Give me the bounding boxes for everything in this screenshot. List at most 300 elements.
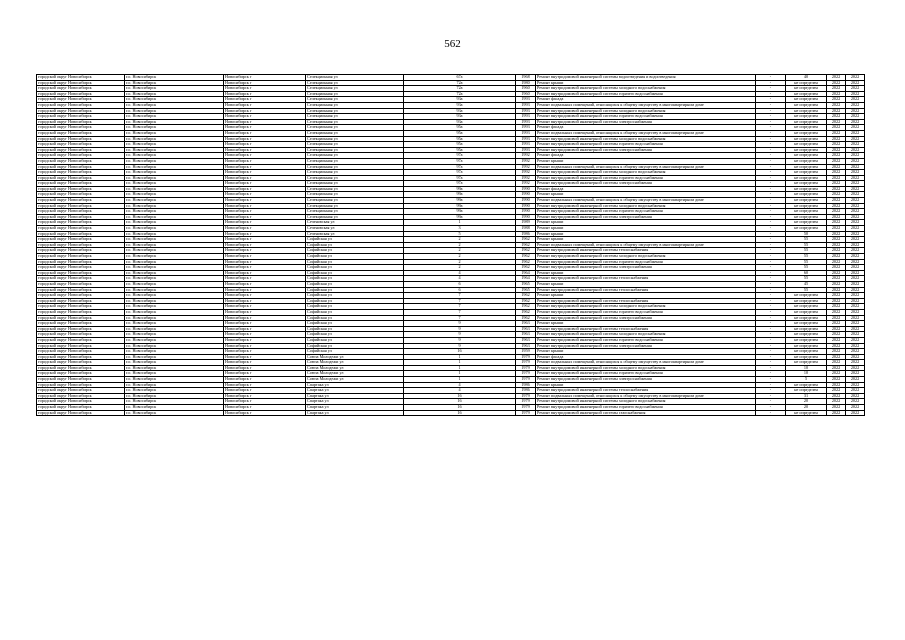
cell-street: Селекционная ул: [306, 164, 404, 170]
cell-cost: 31: [786, 393, 827, 399]
cell-dash: -: [756, 91, 786, 97]
cell-municipality: городской округ Новосибирск: [37, 214, 125, 220]
cell-plan-year-end: 2022: [846, 309, 865, 315]
cell-locality: Новосибирск г: [224, 114, 306, 120]
cell-municipality: городской округ Новосибирск: [37, 125, 125, 131]
cell-street: Союза Молодежи ул: [306, 377, 404, 383]
cell-settlement: г.о. Новосибирск: [125, 393, 224, 399]
cell-dash: -: [756, 254, 786, 260]
cell-municipality: городской округ Новосибирск: [37, 91, 125, 97]
cell-municipality: городской округ Новосибирск: [37, 119, 125, 125]
cell-settlement: г.о. Новосибирск: [125, 304, 224, 310]
cell-year-built: 1990: [516, 203, 536, 209]
repair-schedule-table: [36, 74, 865, 416]
cell-settlement: г.о. Новосибирск: [125, 321, 224, 327]
cell-work-type: Ремонт крыши: [536, 270, 756, 276]
cell-house-number: 95а: [404, 125, 516, 131]
cell-year-built: 1979: [516, 399, 536, 405]
cell-plan-year-start: 2022: [827, 75, 846, 81]
cell-house-number: 9: [404, 326, 516, 332]
cell-municipality: городской округ Новосибирск: [37, 164, 125, 170]
cell-year-built: 1989: [516, 220, 536, 226]
cell-work-type: Ремонт подвальных помещений, относящихся к общему имуществу в многоквартирном доме: [536, 130, 756, 136]
cell-settlement: г.о. Новосибирск: [125, 80, 224, 86]
cell-municipality: городской округ Новосибирск: [37, 237, 125, 243]
cell-plan-year-end: 2022: [846, 158, 865, 164]
cell-street: Союза Молодежи ул: [306, 371, 404, 377]
cell-year-built: 1993: [516, 130, 536, 136]
cell-plan-year-start: 2022: [827, 158, 846, 164]
cell-house-number: 72а: [404, 80, 516, 86]
cell-plan-year-start: 2022: [827, 231, 846, 237]
cell-year-built: 1962: [516, 237, 536, 243]
cell-settlement: г.о. Новосибирск: [125, 377, 224, 383]
cell-cost: не определен: [786, 86, 827, 92]
cell-cost: не определен: [786, 326, 827, 332]
cell-settlement: г.о. Новосибирск: [125, 125, 224, 131]
cell-dash: -: [756, 164, 786, 170]
cell-locality: Новосибирск г: [224, 220, 306, 226]
cell-year-built: 1979: [516, 371, 536, 377]
cell-year-built: 1993: [516, 136, 536, 142]
cell-house-number: 2: [404, 242, 516, 248]
cell-settlement: г.о. Новосибирск: [125, 382, 224, 388]
cell-work-type: Ремонт подвальных помещений, относящихся к общему имуществу в многоквартирном доме: [536, 242, 756, 248]
cell-settlement: г.о. Новосибирск: [125, 270, 224, 276]
cell-settlement: г.о. Новосибирск: [125, 365, 224, 371]
cell-plan-year-start: 2022: [827, 343, 846, 349]
cell-dash: -: [756, 265, 786, 271]
cell-plan-year-end: 2022: [846, 136, 865, 142]
cell-dash: -: [756, 304, 786, 310]
cell-plan-year-start: 2022: [827, 371, 846, 377]
cell-street: Селекционная ул: [306, 136, 404, 142]
cell-locality: Новосибирск г: [224, 226, 306, 232]
cell-year-built: 1962: [516, 248, 536, 254]
cell-plan-year-start: 2022: [827, 393, 846, 399]
cell-locality: Новосибирск г: [224, 343, 306, 349]
cell-plan-year-start: 2022: [827, 315, 846, 321]
cell-street: Селекционная ул: [306, 108, 404, 114]
cell-year-built: 1963: [516, 337, 536, 343]
cell-plan-year-end: 2022: [846, 175, 865, 181]
cell-house-number: 3: [404, 226, 516, 232]
cell-year-built: 1992: [516, 170, 536, 176]
cell-plan-year-end: 2022: [846, 198, 865, 204]
cell-work-type: Ремонт крыши: [536, 349, 756, 355]
cell-work-type: Ремонт подвальных помещений, относящихся к общему имуществу в многоквартирном доме: [536, 198, 756, 204]
cell-settlement: г.о. Новосибирск: [125, 281, 224, 287]
cell-dash: -: [756, 186, 786, 192]
cell-locality: Новосибирск г: [224, 287, 306, 293]
cell-work-type: Ремонт внутридомовой инженерной системы горячего водоснабжения: [536, 175, 756, 181]
cell-year-built: 1990: [516, 214, 536, 220]
cell-year-built: 1960: [516, 86, 536, 92]
cell-cost: 55: [786, 248, 827, 254]
cell-year-built: 1993: [516, 142, 536, 148]
cell-plan-year-end: 2022: [846, 192, 865, 198]
cell-municipality: городской округ Новосибирск: [37, 181, 125, 187]
cell-work-type: Ремонт внутридомовой инженерной системы горячего водоснабжения: [536, 309, 756, 315]
cell-work-type: Ремонт внутридомовой инженерной системы холодного водоснабжения: [536, 254, 756, 260]
cell-dash: -: [756, 332, 786, 338]
cell-municipality: городской округ Новосибирск: [37, 309, 125, 315]
cell-work-type: Ремонт внутридомовой инженерной системы холодного водоснабжения: [536, 108, 756, 114]
cell-house-number: 95а: [404, 147, 516, 153]
cell-plan-year-end: 2022: [846, 108, 865, 114]
cell-year-built: 1962: [516, 304, 536, 310]
cell-house-number: 7: [404, 315, 516, 321]
cell-plan-year-end: 2022: [846, 371, 865, 377]
cell-dash: -: [756, 399, 786, 405]
cell-year-built: 1992: [516, 164, 536, 170]
cell-settlement: г.о. Новосибирск: [125, 75, 224, 81]
cell-dash: -: [756, 97, 786, 103]
cell-locality: Новосибирск г: [224, 399, 306, 405]
cell-year-built: 1979: [516, 410, 536, 416]
cell-cost: не определен: [786, 198, 827, 204]
cell-dash: -: [756, 326, 786, 332]
cell-plan-year-start: 2022: [827, 130, 846, 136]
cell-locality: Новосибирск г: [224, 315, 306, 321]
cell-cost: 60: [786, 270, 827, 276]
cell-year-built: 1962: [516, 309, 536, 315]
cell-street: Софийская ул: [306, 276, 404, 282]
cell-plan-year-start: 2022: [827, 399, 846, 405]
cell-work-type: Ремонт внутридомовой инженерной системы газоснабжения: [536, 410, 756, 416]
cell-dash: -: [756, 220, 786, 226]
cell-plan-year-end: 2022: [846, 287, 865, 293]
cell-settlement: г.о. Новосибирск: [125, 97, 224, 103]
cell-locality: Новосибирск г: [224, 405, 306, 411]
cell-dash: -: [756, 365, 786, 371]
cell-cost: не определен: [786, 360, 827, 366]
cell-house-number: 95а: [404, 130, 516, 136]
cell-street: Союза Молодежи ул: [306, 365, 404, 371]
cell-house-number: 6: [404, 287, 516, 293]
cell-locality: Новосибирск г: [224, 365, 306, 371]
cell-plan-year-end: 2022: [846, 354, 865, 360]
cell-municipality: городской округ Новосибирск: [37, 326, 125, 332]
cell-street: Спартака ул: [306, 410, 404, 416]
cell-year-built: 1993: [516, 102, 536, 108]
cell-street: Сеченовская ул: [306, 220, 404, 226]
cell-dash: -: [756, 360, 786, 366]
cell-dash: -: [756, 170, 786, 176]
page-number: 562: [444, 38, 461, 50]
cell-settlement: г.о. Новосибирск: [125, 265, 224, 271]
cell-street: Селекционная ул: [306, 97, 404, 103]
cell-locality: Новосибирск г: [224, 237, 306, 243]
cell-work-type: Ремонт внутридомовой инженерной системы теплоснабжения: [536, 276, 756, 282]
cell-cost: не определен: [786, 214, 827, 220]
cell-settlement: г.о. Новосибирск: [125, 181, 224, 187]
cell-house-number: 93а: [404, 97, 516, 103]
cell-work-type: Ремонт крыши: [536, 80, 756, 86]
cell-dash: -: [756, 125, 786, 131]
cell-house-number: 72а: [404, 86, 516, 92]
cell-dash: -: [756, 114, 786, 120]
cell-year-built: 1986: [516, 388, 536, 394]
cell-cost: не определен: [786, 192, 827, 198]
cell-plan-year-end: 2022: [846, 130, 865, 136]
cell-municipality: городской округ Новосибирск: [37, 192, 125, 198]
cell-dash: -: [756, 242, 786, 248]
table-row: [37, 410, 865, 416]
cell-dash: -: [756, 231, 786, 237]
cell-year-built: 1990: [516, 192, 536, 198]
cell-municipality: городской округ Новосибирск: [37, 209, 125, 215]
cell-locality: Новосибирск г: [224, 164, 306, 170]
cell-dash: -: [756, 147, 786, 153]
cell-work-type: Ремонт крыши: [536, 237, 756, 243]
cell-house-number: 95а: [404, 142, 516, 148]
cell-locality: Новосибирск г: [224, 298, 306, 304]
cell-work-type: Ремонт внутридомовой инженерной системы горячего водоснабжения: [536, 91, 756, 97]
cell-dash: -: [756, 388, 786, 394]
cell-year-built: 1963: [516, 326, 536, 332]
cell-locality: Новосибирск г: [224, 158, 306, 164]
cell-cost: не определен: [786, 108, 827, 114]
cell-locality: Новосибирск г: [224, 80, 306, 86]
cell-municipality: городской округ Новосибирск: [37, 108, 125, 114]
cell-cost: 20: [786, 405, 827, 411]
cell-plan-year-end: 2022: [846, 254, 865, 260]
cell-plan-year-start: 2022: [827, 254, 846, 260]
cell-municipality: городской округ Новосибирск: [37, 388, 125, 394]
cell-municipality: городской округ Новосибирск: [37, 410, 125, 416]
cell-street: Селекционная ул: [306, 86, 404, 92]
cell-plan-year-start: 2022: [827, 136, 846, 142]
cell-year-built: 1979: [516, 365, 536, 371]
cell-work-type: Ремонт внутридомовой инженерной системы электроснабжения: [536, 147, 756, 153]
cell-plan-year-end: 2022: [846, 337, 865, 343]
cell-settlement: г.о. Новосибирск: [125, 102, 224, 108]
cell-street: Софийская ул: [306, 242, 404, 248]
cell-cost: не определен: [786, 388, 827, 394]
cell-plan-year-end: 2022: [846, 114, 865, 120]
cell-settlement: г.о. Новосибирск: [125, 254, 224, 260]
cell-settlement: г.о. Новосибирск: [125, 242, 224, 248]
cell-locality: Новосибирск г: [224, 130, 306, 136]
cell-street: Софийская ул: [306, 343, 404, 349]
cell-settlement: г.о. Новосибирск: [125, 298, 224, 304]
cell-municipality: городской округ Новосибирск: [37, 360, 125, 366]
cell-plan-year-start: 2022: [827, 108, 846, 114]
cell-street: Софийская ул: [306, 281, 404, 287]
cell-plan-year-start: 2022: [827, 281, 846, 287]
cell-locality: Новосибирск г: [224, 75, 306, 81]
cell-street: Софийская ул: [306, 337, 404, 343]
cell-street: Софийская ул: [306, 237, 404, 243]
cell-work-type: Ремонт подвальных помещений, относящихся к общему имуществу в многоквартирном доме: [536, 164, 756, 170]
cell-house-number: 2: [404, 237, 516, 243]
cell-street: Софийская ул: [306, 315, 404, 321]
cell-year-built: 1963: [516, 321, 536, 327]
cell-cost: не определен: [786, 315, 827, 321]
cell-settlement: г.о. Новосибирск: [125, 175, 224, 181]
cell-work-type: Ремонт крыши: [536, 220, 756, 226]
cell-plan-year-start: 2022: [827, 198, 846, 204]
cell-house-number: 16: [404, 349, 516, 355]
cell-cost: не определен: [786, 175, 827, 181]
cell-street: Спартака ул: [306, 405, 404, 411]
cell-dash: -: [756, 102, 786, 108]
cell-dash: -: [756, 203, 786, 209]
cell-dash: -: [756, 298, 786, 304]
cell-settlement: г.о. Новосибирск: [125, 231, 224, 237]
cell-street: Софийская ул: [306, 349, 404, 355]
cell-work-type: Ремонт внутридомовой инженерной системы холодного водоснабжения: [536, 136, 756, 142]
cell-street: Софийская ул: [306, 270, 404, 276]
cell-year-built: 1963: [516, 332, 536, 338]
cell-year-built: 1979: [516, 393, 536, 399]
cell-plan-year-end: 2022: [846, 186, 865, 192]
cell-cost: не определен: [786, 170, 827, 176]
cell-plan-year-end: 2022: [846, 164, 865, 170]
cell-dash: -: [756, 371, 786, 377]
cell-house-number: 1: [404, 371, 516, 377]
cell-locality: Новосибирск г: [224, 91, 306, 97]
cell-municipality: городской округ Новосибирск: [37, 80, 125, 86]
cell-year-built: 1964: [516, 276, 536, 282]
cell-street: Селекционная ул: [306, 203, 404, 209]
cell-locality: Новосибирск г: [224, 153, 306, 159]
cell-municipality: городской округ Новосибирск: [37, 315, 125, 321]
cell-plan-year-start: 2022: [827, 248, 846, 254]
cell-year-built: 1993: [516, 119, 536, 125]
cell-year-built: 1992: [516, 181, 536, 187]
cell-street: Софийская ул: [306, 259, 404, 265]
cell-locality: Новосибирск г: [224, 354, 306, 360]
cell-locality: Новосибирск г: [224, 198, 306, 204]
cell-cost: 20: [786, 399, 827, 405]
cell-plan-year-start: 2022: [827, 326, 846, 332]
cell-cost: не определен: [786, 181, 827, 187]
cell-plan-year-end: 2022: [846, 91, 865, 97]
cell-street: Селекционная ул: [306, 119, 404, 125]
cell-settlement: г.о. Новосибирск: [125, 287, 224, 293]
cell-plan-year-end: 2022: [846, 181, 865, 187]
cell-locality: Новосибирск г: [224, 248, 306, 254]
cell-year-built: 1993: [516, 125, 536, 131]
cell-municipality: городской округ Новосибирск: [37, 259, 125, 265]
cell-cost: не определен: [786, 130, 827, 136]
cell-settlement: г.о. Новосибирск: [125, 192, 224, 198]
cell-plan-year-start: 2022: [827, 237, 846, 243]
cell-house-number: 93а: [404, 119, 516, 125]
cell-dash: -: [756, 405, 786, 411]
cell-municipality: городской округ Новосибирск: [37, 242, 125, 248]
cell-plan-year-start: 2022: [827, 265, 846, 271]
cell-plan-year-start: 2022: [827, 186, 846, 192]
cell-street: Селекционная ул: [306, 102, 404, 108]
cell-cost: не определен: [786, 164, 827, 170]
cell-dash: -: [756, 226, 786, 232]
cell-cost: не определен: [786, 153, 827, 159]
cell-locality: Новосибирск г: [224, 309, 306, 315]
cell-work-type: Ремонт внутридомовой инженерной системы электроснабжения: [536, 377, 756, 383]
cell-municipality: городской округ Новосибирск: [37, 248, 125, 254]
cell-dash: -: [756, 119, 786, 125]
cell-street: Софийская ул: [306, 287, 404, 293]
cell-street: Спартака ул: [306, 382, 404, 388]
cell-dash: -: [756, 293, 786, 299]
cell-house-number: 9: [404, 321, 516, 327]
cell-cost: не определен: [786, 304, 827, 310]
cell-dash: -: [756, 377, 786, 383]
cell-municipality: городской округ Новосибирск: [37, 293, 125, 299]
cell-work-type: Ремонт внутридомовой инженерной системы электроснабжения: [536, 181, 756, 187]
cell-settlement: г.о. Новосибирск: [125, 360, 224, 366]
cell-cost: не определен: [786, 97, 827, 103]
cell-cost: 55: [786, 265, 827, 271]
cell-plan-year-end: 2022: [846, 214, 865, 220]
cell-locality: Новосибирск г: [224, 410, 306, 416]
cell-street: Селекционная ул: [306, 75, 404, 81]
cell-cost: не определен: [786, 349, 827, 355]
cell-locality: Новосибирск г: [224, 119, 306, 125]
cell-dash: -: [756, 343, 786, 349]
cell-cost: 40: [786, 75, 827, 81]
cell-street: Селекционная ул: [306, 192, 404, 198]
cell-plan-year-end: 2022: [846, 203, 865, 209]
cell-plan-year-start: 2022: [827, 209, 846, 215]
cell-house-number: 93а: [404, 108, 516, 114]
cell-locality: Новосибирск г: [224, 293, 306, 299]
cell-locality: Новосибирск г: [224, 136, 306, 142]
cell-plan-year-end: 2022: [846, 410, 865, 416]
cell-street: Селекционная ул: [306, 147, 404, 153]
cell-plan-year-start: 2022: [827, 226, 846, 232]
cell-work-type: Ремонт крыши: [536, 226, 756, 232]
cell-plan-year-start: 2022: [827, 298, 846, 304]
cell-year-built: 1986: [516, 231, 536, 237]
cell-locality: Новосибирск г: [224, 276, 306, 282]
cell-work-type: Ремонт фасада: [536, 186, 756, 192]
cell-street: Софийская ул: [306, 304, 404, 310]
cell-year-built: 1988: [516, 226, 536, 232]
cell-year-built: 1993: [516, 108, 536, 114]
cell-dash: -: [756, 108, 786, 114]
cell-house-number: 95а: [404, 136, 516, 142]
cell-settlement: г.о. Новосибирск: [125, 198, 224, 204]
cell-work-type: Ремонт внутридомовой инженерной системы теплоснабжения: [536, 248, 756, 254]
table-body: [37, 75, 865, 416]
cell-work-type: Ремонт подвальных помещений, относящихся к общему имуществу в многоквартирном доме: [536, 102, 756, 108]
cell-settlement: г.о. Новосибирск: [125, 405, 224, 411]
cell-plan-year-end: 2022: [846, 293, 865, 299]
cell-street: Селекционная ул: [306, 198, 404, 204]
cell-plan-year-end: 2022: [846, 388, 865, 394]
cell-plan-year-end: 2022: [846, 119, 865, 125]
cell-locality: Новосибирск г: [224, 108, 306, 114]
cell-plan-year-end: 2022: [846, 360, 865, 366]
cell-work-type: Ремонт крыши: [536, 321, 756, 327]
cell-plan-year-start: 2022: [827, 170, 846, 176]
cell-work-type: Ремонт фасада: [536, 153, 756, 159]
cell-dash: -: [756, 321, 786, 327]
cell-plan-year-start: 2022: [827, 321, 846, 327]
cell-year-built: 1990: [516, 209, 536, 215]
cell-dash: -: [756, 237, 786, 243]
cell-municipality: городской округ Новосибирск: [37, 270, 125, 276]
cell-municipality: городской округ Новосибирск: [37, 298, 125, 304]
cell-house-number: 67а: [404, 75, 516, 81]
cell-settlement: г.о. Новосибирск: [125, 136, 224, 142]
cell-cost: 55: [786, 254, 827, 260]
cell-street: Селекционная ул: [306, 125, 404, 131]
